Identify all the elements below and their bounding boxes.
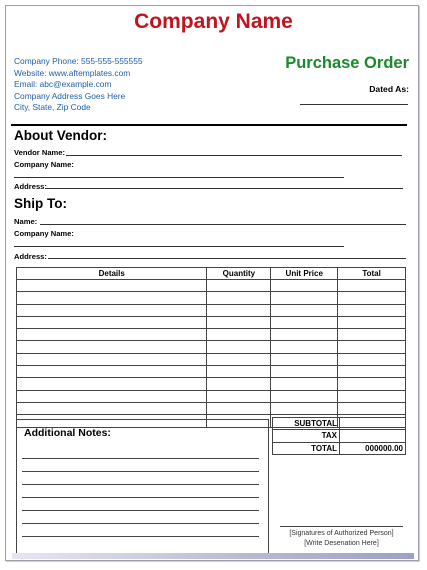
total-row	[273, 442, 406, 454]
ship-company-field[interactable]	[14, 246, 344, 247]
table-row	[17, 353, 406, 365]
footer-bar	[12, 553, 414, 559]
table-row	[17, 402, 406, 414]
cell-unit-price[interactable]	[271, 353, 338, 365]
cell-quantity[interactable]	[207, 353, 271, 365]
cell-total[interactable]	[338, 304, 406, 316]
cell-unit-price[interactable]	[271, 378, 338, 390]
cell-details[interactable]	[17, 304, 207, 316]
table-row	[17, 280, 406, 292]
subtotal-label: SUBTOTAL	[273, 418, 340, 430]
company-website: Website: www.aftemplates.com	[14, 67, 131, 78]
table-row	[17, 366, 406, 378]
cell-total[interactable]	[338, 402, 406, 414]
table-row	[17, 329, 406, 341]
cell-unit-price[interactable]	[271, 304, 338, 316]
header-quantity: Quantity	[207, 268, 271, 280]
notes-line[interactable]	[22, 471, 259, 472]
notes-line[interactable]	[22, 510, 259, 511]
cell-total[interactable]	[338, 292, 406, 304]
signature-block	[280, 526, 403, 549]
purchase-order-title: Purchase Order	[285, 54, 409, 72]
cell-details[interactable]	[17, 353, 207, 365]
cell-quantity[interactable]	[207, 329, 271, 341]
table-row	[17, 304, 406, 316]
table-row	[17, 316, 406, 328]
cell-total[interactable]	[338, 390, 406, 402]
cell-unit-price[interactable]	[271, 390, 338, 402]
cell-details[interactable]	[17, 366, 207, 378]
vendor-address-field[interactable]	[46, 188, 403, 189]
cell-details[interactable]	[17, 390, 207, 402]
cell-total[interactable]	[338, 341, 406, 353]
notes-line[interactable]	[22, 523, 259, 524]
company-city: City, State, Zip Code	[14, 102, 91, 113]
company-phone: Company Phone: 555-555-555555	[14, 56, 143, 66]
vendor-name-label: Vendor Name:	[14, 148, 66, 157]
cell-details[interactable]	[17, 292, 207, 304]
tax-value[interactable]	[340, 430, 406, 442]
subtotal-value[interactable]	[340, 418, 406, 430]
additional-notes-title: Additional Notes:	[24, 427, 111, 439]
tax-row	[273, 430, 406, 442]
cell-unit-price[interactable]	[271, 366, 338, 378]
cell-quantity[interactable]	[207, 316, 271, 328]
ship-address-field[interactable]	[48, 258, 406, 259]
subtotal-row	[273, 418, 406, 430]
cell-details[interactable]	[17, 402, 207, 414]
cell-quantity[interactable]	[207, 378, 271, 390]
table-row	[17, 378, 406, 390]
ship-to-heading: Ship To:	[14, 196, 67, 211]
tax-label: TAX	[273, 430, 340, 442]
cell-quantity[interactable]	[207, 402, 271, 414]
cell-unit-price[interactable]	[271, 280, 338, 292]
vendor-address-label: Address:	[14, 182, 47, 191]
notes-line[interactable]	[22, 536, 259, 537]
cell-quantity[interactable]	[207, 341, 271, 353]
company-address: Company Address Goes Here	[14, 90, 126, 101]
total-value[interactable]: 000000.00	[340, 442, 406, 454]
table-row	[17, 390, 406, 402]
cell-details[interactable]	[17, 316, 207, 328]
ship-name-field[interactable]	[40, 224, 406, 225]
cell-total[interactable]	[338, 316, 406, 328]
cell-details[interactable]	[17, 378, 207, 390]
company-email: Email: abc@example.com	[14, 79, 112, 90]
cell-quantity[interactable]	[207, 390, 271, 402]
cell-total[interactable]	[338, 366, 406, 378]
cell-details[interactable]	[17, 280, 207, 292]
cell-unit-price[interactable]	[271, 402, 338, 414]
cell-total[interactable]	[338, 378, 406, 390]
header-total: Total	[338, 268, 406, 280]
items-table	[16, 267, 406, 428]
cell-quantity[interactable]	[207, 292, 271, 304]
cell-quantity[interactable]	[207, 280, 271, 292]
additional-notes-box[interactable]	[16, 419, 269, 554]
cell-total[interactable]	[338, 353, 406, 365]
table-row	[17, 341, 406, 353]
cell-quantity[interactable]	[207, 304, 271, 316]
vendor-company-label: Company Name:	[14, 160, 74, 169]
ship-address-label: Address:	[14, 252, 47, 261]
header-details: Details	[17, 268, 207, 280]
notes-line[interactable]	[22, 497, 259, 498]
cell-details[interactable]	[17, 341, 207, 353]
dated-field[interactable]	[300, 104, 408, 105]
signature-line1: [Signatures of Authorized Person]	[289, 530, 394, 537]
cell-unit-price[interactable]	[271, 341, 338, 353]
ship-name-label: Name:	[14, 217, 38, 226]
cell-total[interactable]	[338, 329, 406, 341]
totals-table	[272, 417, 406, 455]
cell-unit-price[interactable]	[271, 292, 338, 304]
vendor-company-field[interactable]	[14, 177, 344, 178]
cell-unit-price[interactable]	[271, 316, 338, 328]
notes-line[interactable]	[22, 484, 259, 485]
cell-unit-price[interactable]	[271, 329, 338, 341]
header-unit-price: Unit Price	[271, 268, 338, 280]
notes-line[interactable]	[22, 458, 259, 459]
cell-total[interactable]	[338, 280, 406, 292]
vendor-heading: About Vendor:	[14, 128, 107, 143]
signature-line2: [Write Desenation Here]	[304, 540, 379, 547]
table-row	[17, 292, 406, 304]
company-name: Company Name	[134, 10, 293, 33]
ship-company-label: Company Name:	[14, 229, 74, 238]
total-label: TOTAL	[273, 442, 340, 454]
cell-quantity[interactable]	[207, 366, 271, 378]
dated-label: Dated As:	[369, 84, 409, 94]
contact-block	[14, 56, 143, 114]
vendor-name-field[interactable]	[66, 155, 402, 156]
table-header-row	[17, 268, 406, 280]
cell-details[interactable]	[17, 329, 207, 341]
section-divider	[11, 124, 407, 126]
